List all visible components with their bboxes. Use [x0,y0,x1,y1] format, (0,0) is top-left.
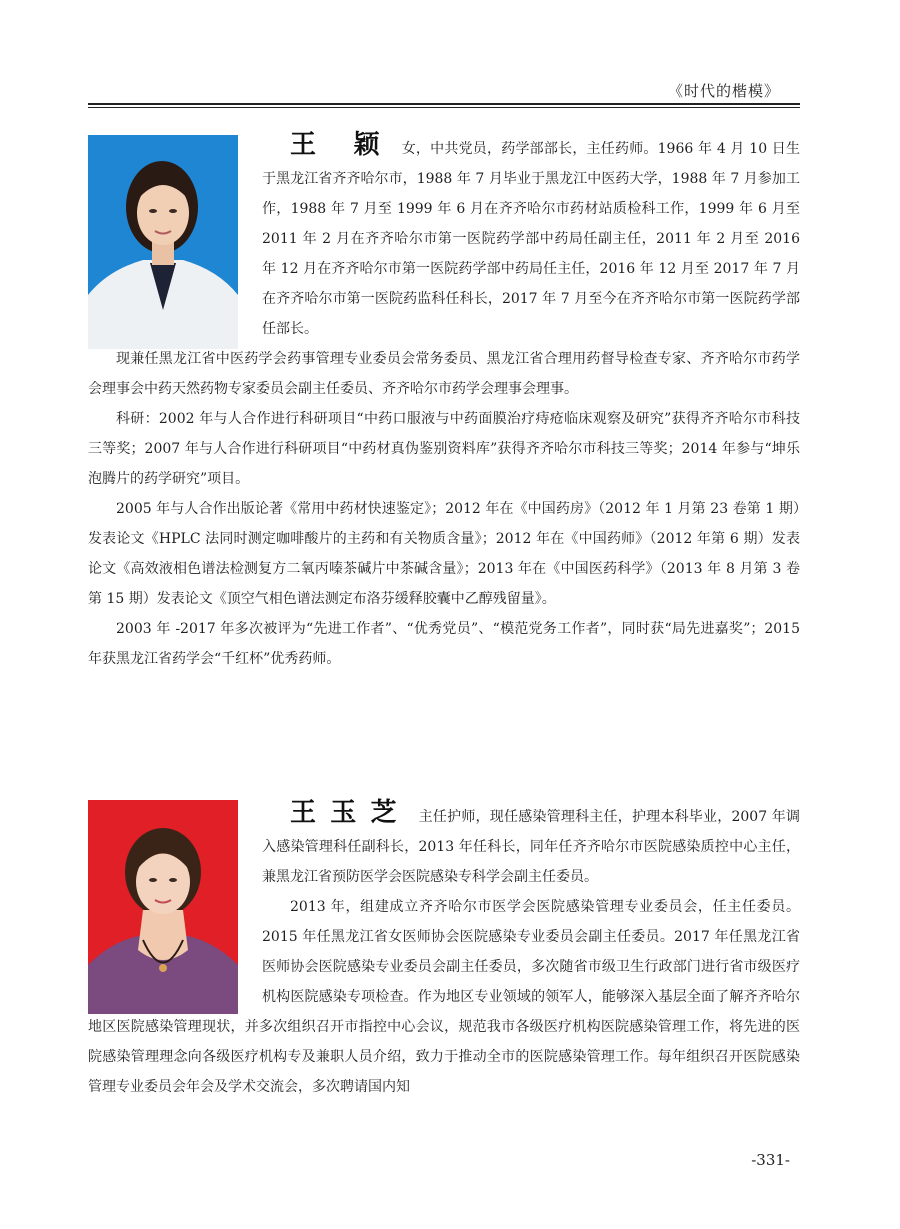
bio-paragraph: 科研：2002 年与人合作进行科研项目“中药口服液与中药面膜治疗痔疮临床观察及研究”获得齐齐哈尔市科技三等奖；2007 年与人合作进行科研项目“中药材真伪鉴别资料库”获得齐齐哈尔市科技三等奖；2014 年参与“坤乐泡腾片的药学研究”项目。 [88,411,800,487]
bio-paragraph: 2013 年，组建成立齐齐哈尔市医学会医院感染管理专业委员会，任主任委员。2015 年任黑龙江省女医师协会医院感染专业委员会副主任委员。2017 年任黑龙江省医师协会医院感染专业委员会副主任委员，多次随省市级卫生行政部门进行省市级医疗机构医院感染专项检查。作为地区专业领域的领军人，能够深入基层全面了解齐齐哈尔地区医院感染管理现状，并多次组织召开市指控中心会议，规范我市各级医疗机构医院感染管理工作，将先进的医院感染管理理念向各级医疗机构专及兼职人员介绍，致力于推动全市的医院感染管理工作。每年组织召开医院感染管理专业委员会年会及学术交流会，多次聘请国内知 [88,899,800,1095]
photo-spacer [88,798,238,1012]
bio-intro-text: 主任护师，现任感染管理科主任，护理本科毕业，2007 年调入感染管理科任副科长，2013 年任科长，同年任齐齐哈尔市医院感染质控中心主任，兼黑龙江省预防医学会医院感染专科学会副主任委员。 [262,809,800,885]
running-title: 《时代的楷模》 [667,82,780,100]
bio-paragraph: 2005 年与人合作出版论著《常用中药材快速鉴定》；2012 年在《中国药房》（2012 年 1 月第 23 卷第 1 期）发表论文《HPLC 法同时测定咖啡酸片的主药和有关物质含量》；2012 年在《中国药师》（2012 年第 6 期）发表论文《高效液相色谱法检测复方二氧丙嗪茶碱片中茶碱含量》；2013 年在《中国医药科学》（2013 年 8 月第 3 卷第 15 期）发表论文《顶空气相色谱法测定布洛芬缓释胶囊中乙醇残留量》。 [88,501,800,607]
person-name: 王玉芝 [290,798,411,828]
bio-paragraph: 现兼任黑龙江省中医药学会药事管理专业委员会常务委员、黑龙江省合理用药督导检查专家、齐齐哈尔市药学会理事会中药天然药物专家委员会副主任委员、齐齐哈尔市药学会理事会理事。 [88,351,800,397]
person-name: 王 颖 [290,130,394,160]
photo-spacer [88,130,238,344]
bio-section-wang-ying [88,130,800,674]
bio-intro-text: 女，中共党员，药学部部长，主任药师。1966 年 4 月 10 日生于黑龙江省齐齐哈尔市，1988 年 7 月毕业于黑龙江中医药大学，1988 年 7 月参加工作，1988 年 7 月至 1999 年 6 月在齐齐哈尔市药材站质检科工作，1999 年 6 月至 2011 年 2 月在齐齐哈尔市第一医院药学部中药局任副主任，2011 年 2 月至 2016 年 12 月在齐齐哈尔市第一医院药学部中药局任主任，2016 年 12 月至 2017 年 7 月在齐齐哈尔市第一医院药监科任科长，2017 年 7 月至今在齐齐哈尔市第一医院药学部任部长。 [262,141,800,337]
header-rule [88,103,800,105]
bio-paragraph: 2003 年 -2017 年多次被评为“先进工作者”、“优秀党员”、“模范党务工作者”，同时获“局先进嘉奖”；2015 年获黑龙江省药学会“千红杯”优秀药师。 [88,621,800,667]
bio-section-wang-yuzhi [88,798,800,1102]
page-number: -331- [751,1151,790,1169]
